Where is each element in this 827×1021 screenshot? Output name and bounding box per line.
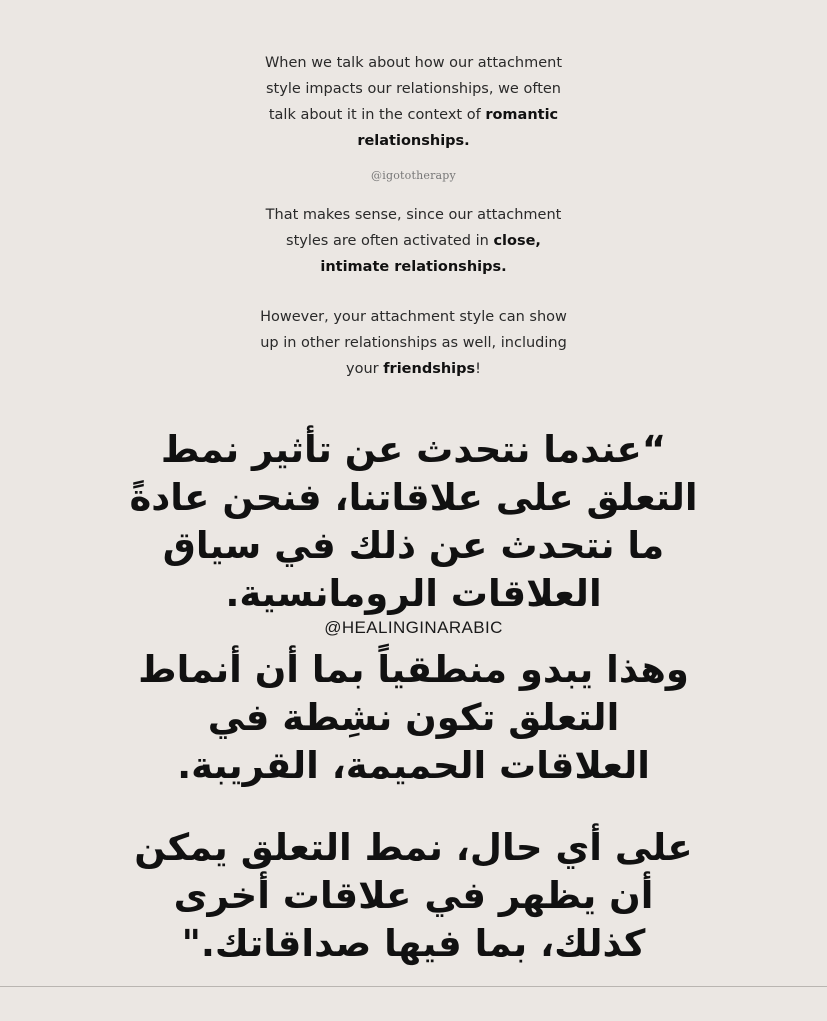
arabic-line: التعلق تكون نشِطة في bbox=[207, 696, 620, 739]
arabic-paragraph-3 bbox=[0, 824, 827, 968]
arabic-line: العلاقات الحميمة، القريبة. bbox=[177, 744, 650, 787]
english-line: talk about it in the context of romantic bbox=[268, 107, 559, 123]
english-line: However, your attachment style can show bbox=[260, 309, 567, 325]
arabic-paragraph-2 bbox=[0, 646, 827, 790]
english-paragraph-1 bbox=[0, 50, 827, 154]
english-line bbox=[0, 254, 827, 280]
english-line bbox=[0, 128, 827, 154]
arabic-line: كذلك، بما فيها صداقاتك." bbox=[181, 922, 646, 965]
english-line: When we talk about how our attachment bbox=[264, 55, 563, 71]
english-line: your friendships! bbox=[346, 361, 481, 377]
english-line: styles are often activated in close, bbox=[286, 233, 541, 249]
arabic-line: على أي حال، نمط التعلق يمكن bbox=[134, 826, 693, 869]
emphasis: romantic bbox=[485, 107, 559, 123]
arabic-line: ما نتحدث عن ذلك في سياق bbox=[162, 524, 665, 567]
english-paragraph-2 bbox=[0, 202, 827, 280]
arabic-line: التعلق على علاقاتنا، فنحن عادةً bbox=[129, 476, 698, 519]
arabic-line: أن يظهر في علاقات أخرى bbox=[173, 874, 654, 917]
english-paragraph-3 bbox=[0, 304, 827, 382]
emphasis: friendships bbox=[383, 361, 476, 377]
emphasis: relationships. bbox=[357, 133, 470, 149]
arabic-line: “عندما نتحدث عن تأثير نمط bbox=[160, 428, 667, 471]
english-line: up in other relationships as well, including bbox=[260, 335, 567, 351]
bottom-divider bbox=[0, 986, 827, 987]
emphasis: intimate relationships. bbox=[320, 259, 507, 275]
arabic-line: العلاقات الرومانسية. bbox=[225, 572, 602, 615]
emphasis: close, bbox=[493, 233, 541, 249]
arabic-paragraph-1 bbox=[0, 426, 827, 618]
english-line: That makes sense, since our attachment bbox=[265, 207, 562, 223]
english-line: style impacts our relationships, we often bbox=[266, 81, 561, 97]
instagram-handle-arabic: @HEALINGINARABIC bbox=[324, 618, 503, 637]
arabic-line: وهذا يبدو منطقياً بما أن أنماط bbox=[138, 648, 689, 691]
instagram-handle-english: @igototherapy bbox=[371, 169, 456, 182]
